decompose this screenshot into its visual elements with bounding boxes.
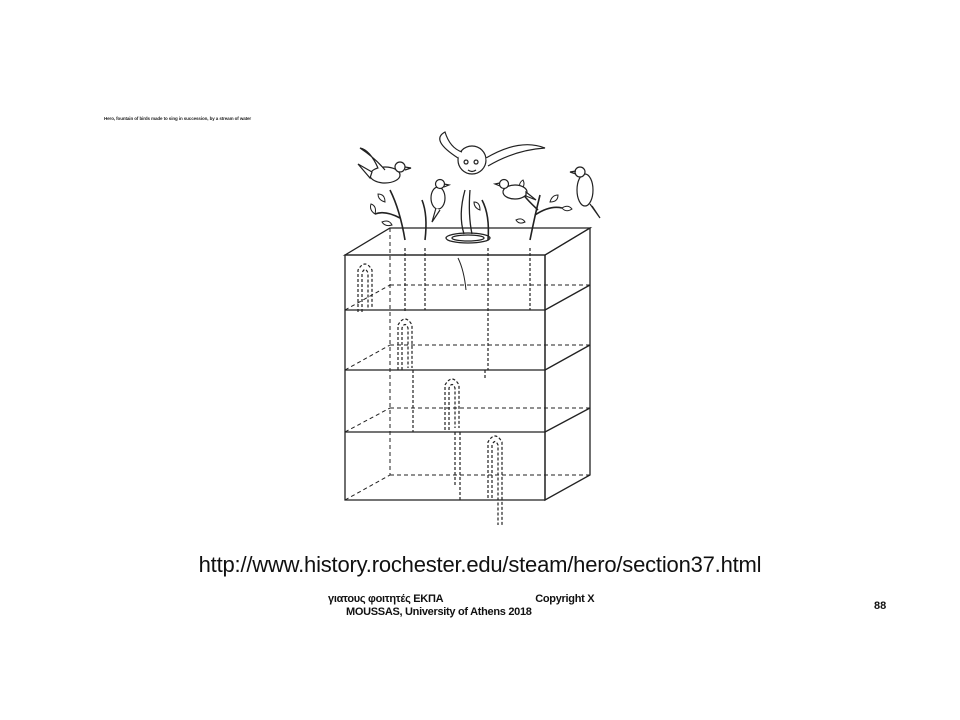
siphon-pipes (358, 248, 530, 525)
cherub-figure (440, 132, 545, 174)
footer-line-2: MOUSSAS, University of Athens 2018 (346, 606, 532, 618)
source-url-link[interactable]: http://www.history.rochester.edu/steam/hero/section37.html (198, 552, 762, 577)
water-stream (446, 190, 490, 290)
footer-copyright: Copyright X (535, 593, 595, 605)
box-outline (345, 228, 590, 500)
footer-left-text: γιατους φοιτητές ΕΚΠΑ (328, 593, 444, 605)
bird-left (358, 148, 411, 183)
page-number: 88 (874, 600, 887, 612)
bird-small-left (431, 180, 449, 223)
slide-caption: Hero, fountain of birds made to sing in succession, by a stream of water (104, 116, 252, 121)
bird-right (570, 167, 600, 218)
footer-line-1 (328, 593, 594, 605)
bird-middle-right (495, 180, 536, 201)
hero-birds-fountain-illustration (330, 130, 620, 530)
